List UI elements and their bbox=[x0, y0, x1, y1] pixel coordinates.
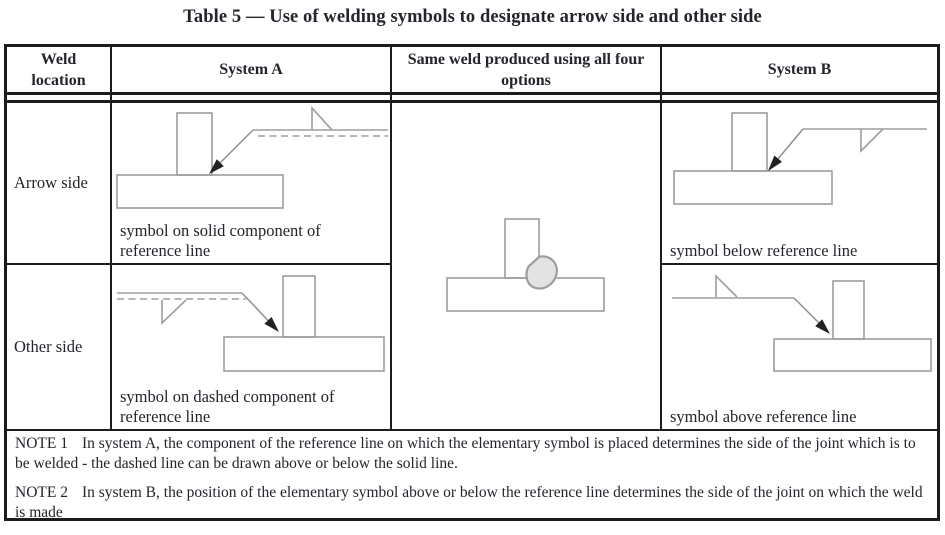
system-a-other-side-cell bbox=[112, 265, 390, 429]
note-1-label: NOTE 1 bbox=[15, 435, 68, 452]
table-title: Table 5 — Use of welding symbols to designate arrow side and other side bbox=[183, 7, 762, 27]
system-b-other-caption: symbol above reference line bbox=[670, 407, 857, 426]
note-2-label: NOTE 2 bbox=[15, 484, 68, 501]
welding-symbols-table bbox=[4, 44, 940, 521]
note-2 bbox=[15, 483, 929, 523]
row-label-arrow-side: Arrow side bbox=[14, 172, 88, 192]
header-weld-location: Weld location bbox=[31, 50, 86, 89]
system-a-arrow-side-cell bbox=[112, 102, 390, 263]
t-joint-flange bbox=[447, 278, 604, 311]
row-label-other-side: Other side bbox=[14, 337, 83, 356]
header-system-a: System A bbox=[219, 61, 283, 78]
system-b-arrow-caption: symbol below reference line bbox=[670, 241, 858, 260]
system-a-other-caption: symbol on dashed component of reference line bbox=[120, 387, 335, 426]
system-b-arrow-side-cell bbox=[662, 102, 937, 263]
header-same-weld: Same weld produced using all four options bbox=[407, 50, 645, 89]
header-rule bbox=[7, 92, 937, 95]
system-b-other-side-cell bbox=[662, 265, 937, 429]
system-a-arrow-caption: symbol on solid component of reference line bbox=[120, 221, 321, 260]
note-2-text: In system B, the position of the elementary symbol above or below the reference line determines the side of the joint on which the weld is made bbox=[15, 484, 923, 521]
weld-bead bbox=[526, 256, 556, 288]
header-system-b: System B bbox=[767, 61, 832, 78]
actual-weld-diagram bbox=[392, 102, 660, 429]
notes-section bbox=[7, 431, 937, 521]
note-1 bbox=[15, 434, 929, 474]
note-1-text: In system A, the component of the reference line on which the elementary symbol is placed determines the side of the joint which is to be welded - the dashed line can be drawn above or below the solid line. bbox=[15, 435, 916, 472]
